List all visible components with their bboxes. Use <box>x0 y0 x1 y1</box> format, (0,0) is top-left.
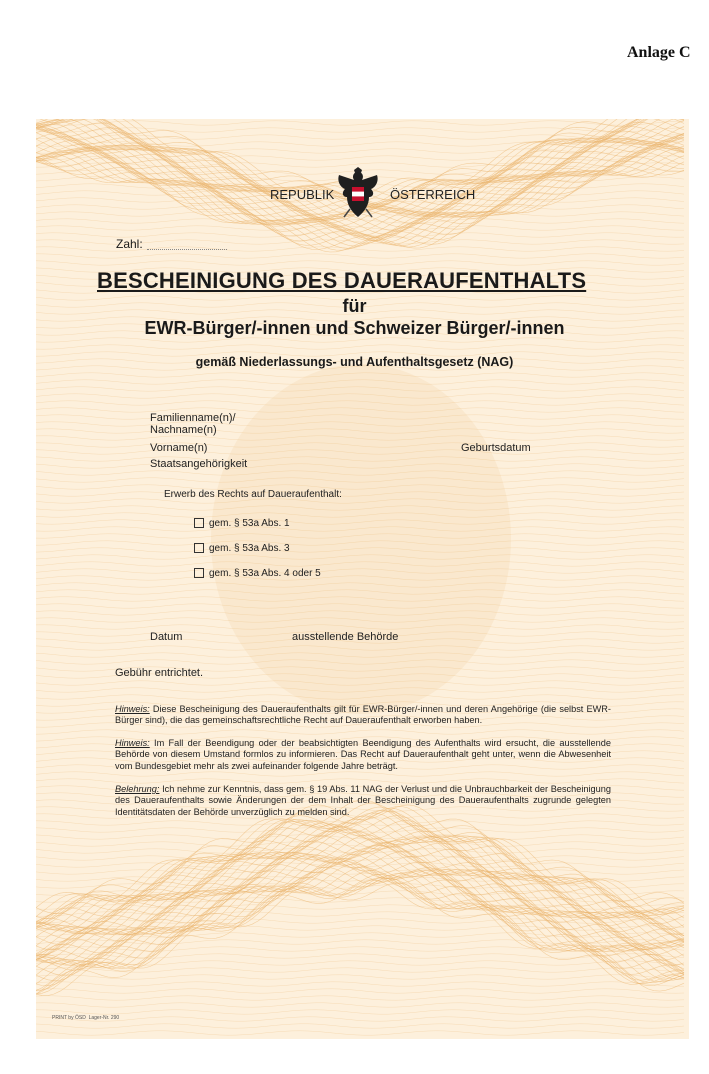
guilloche-background <box>36 119 689 1039</box>
family-name-label-2: Nachname(n) <box>150 424 217 436</box>
authority-label: ausstellende Behörde <box>292 631 399 643</box>
fee-label: Gebühr entrichtet. <box>115 667 204 679</box>
austrian-eagle-icon <box>335 163 381 221</box>
note-text: Diese Bescheinigung des Daueraufenthalts gilt für EWR-Bürger/-innen und deren Angehörige (die selbst EWR-Bürger sind), die das gemeinschaftsrechtliche Recht auf Daueraufenthalt erworben haben. <box>115 704 611 726</box>
option-label: gem. § 53a Abs. 3 <box>209 543 290 554</box>
note-key: Hinweis: <box>115 704 150 714</box>
note-text: Ich nehme zur Kenntnis, dass gem. § 19 Abs. 11 NAG der Verlust und die Unbrauchbarkeit der Bescheinigung des Daueraufenthalts sowie Änderungen der dem Inhalt der Bescheinigung des Daueraufenthalts zugrunde gelegten Identitätsdaten der Behörde unverzüglich zu melden sind. <box>115 784 611 817</box>
certificate-form <box>36 119 689 1039</box>
first-name-label: Vorname(n) <box>150 442 208 454</box>
acquisition-label: Erwerb des Rechts auf Daueraufenthalt: <box>164 489 342 500</box>
annex-label: Anlage C <box>627 44 691 61</box>
printer-mark: PRINT by ÖSD <box>52 1015 86 1021</box>
document-title: BESCHEINIGUNG DES DAUERAUFENTHALTS <box>97 268 587 293</box>
printer-footer <box>52 1015 119 1021</box>
date-label: Datum <box>150 631 183 643</box>
zahl-input-line[interactable] <box>147 249 227 250</box>
zahl-label: Zahl: <box>116 237 143 251</box>
family-name-label-1: Familienname(n)/ <box>150 412 236 424</box>
header-oesterreich: ÖSTERREICH <box>390 187 476 202</box>
legal-basis: gemäß Niederlassungs- und Aufenthaltsgesetz (NAG) <box>195 355 514 369</box>
option-label: gem. § 53a Abs. 4 oder 5 <box>209 568 321 579</box>
title-for: für <box>342 296 367 316</box>
nationality-label: Staatsangehörigkeit <box>150 458 248 470</box>
birth-date-label: Geburtsdatum <box>461 442 531 454</box>
note-validity <box>115 704 611 727</box>
note-key: Hinweis: <box>115 738 150 748</box>
option-label: gem. § 53a Abs. 1 <box>209 518 290 529</box>
document-subtitle: EWR-Bürger/-innen und Schweizer Bürger/-innen <box>144 318 565 338</box>
header-republik: REPUBLIK <box>270 187 335 202</box>
note-key: Belehrung: <box>115 784 160 794</box>
note-termination <box>115 738 611 772</box>
stock-number: Lager-Nr. 290 <box>88 1015 120 1021</box>
option-checkbox[interactable] <box>194 518 204 528</box>
note-text: Im Fall der Beendigung oder der beabsichtigten Beendigung des Aufenthalts wird ersucht, die ausstellende Behörde von diesem Umstand formlos zu informieren. Das Recht auf Daueraufenthalt geht unter, wenn die Abwesenheit vom Bundesgebiet mehr als zwei aufeinander folgende Jahre beträgt. <box>115 738 611 771</box>
option-checkbox[interactable] <box>194 568 204 578</box>
note-instruction <box>115 784 611 818</box>
option-checkbox[interactable] <box>194 543 204 553</box>
